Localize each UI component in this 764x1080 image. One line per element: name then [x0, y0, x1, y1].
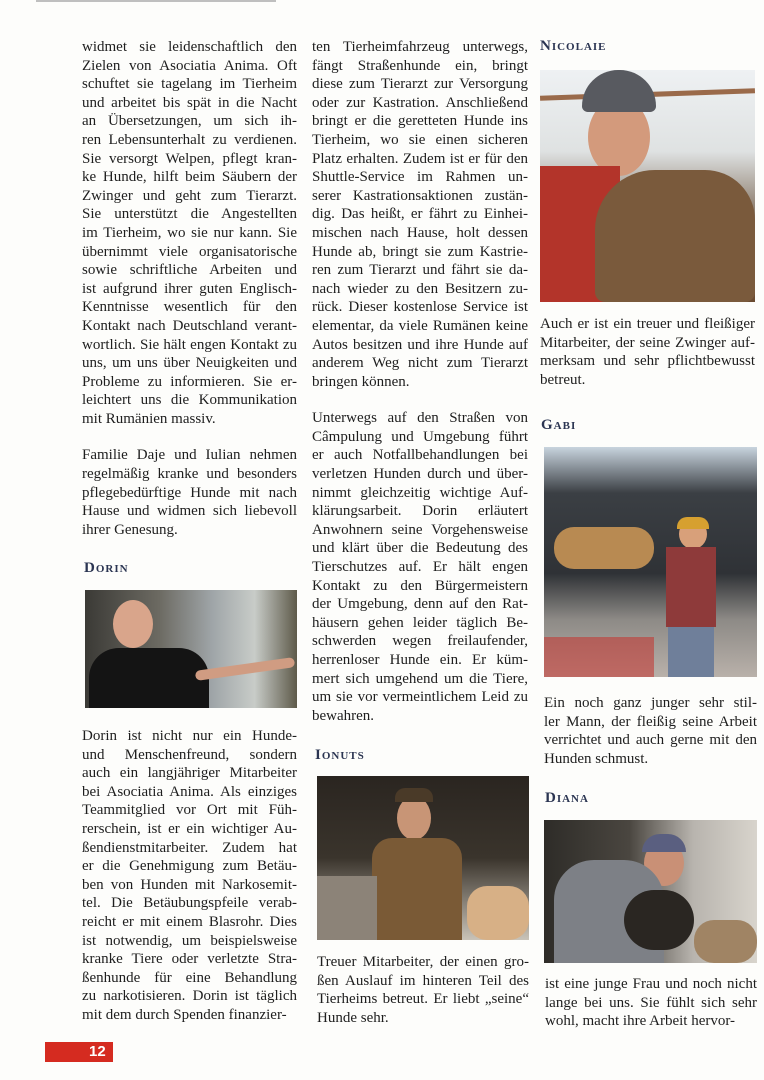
text-line: Hunde sehr. — [317, 1009, 389, 1026]
text-line: Shuttle-Service im Rahmen un- — [312, 169, 528, 186]
text-line: rerschein, ist er ein wichtiger Au- — [82, 820, 297, 837]
text-line: Kontakt zu den Bürgermeistern — [312, 577, 528, 594]
heading-dorin: Dorin — [84, 560, 129, 576]
text-line: Sie versorgt Welpen, pflegt kran- — [82, 150, 297, 167]
text-line: er auch Notfallbehandlungen bei — [312, 447, 528, 464]
text-line: wortlich. Sie hält engen Kontakt zu — [82, 336, 297, 353]
text-line: betreut. — [540, 371, 586, 388]
text-line: schuftet sie tagelang im Tierheim — [82, 76, 297, 93]
text-line: Dorin ist nicht nur ein Hunde- — [82, 728, 297, 744]
text-line: Tierschutzes auf. Er hält engen — [312, 559, 528, 576]
paragraph — [82, 727, 297, 1025]
text-line: dig. Das heißt, er fährt zu Einhei- — [312, 206, 528, 223]
text-line: lange bei uns. Sie fühlt sich sehr — [545, 994, 757, 1011]
text-line: Unterwegs auf den Straßen von — [312, 410, 528, 427]
text-line: reicht er mit einem Blasrohr. Dies — [82, 913, 297, 930]
heading-ionuts: Ionuts — [315, 747, 365, 763]
text-line: ren zum Tierarzt und fährt sie da- — [312, 262, 528, 279]
text-line: Hunde ab, bringt sie zum Kastrie- — [312, 243, 528, 260]
text-line: ßen Auslauf im hinteren Teil des — [317, 972, 529, 989]
text-line: verrichtet und auch gerne mit den — [544, 732, 757, 749]
text-line: ren Lebensunterhalt zu verdienen. — [82, 131, 297, 148]
text-line: pflegebedürftige Hunde mit nach — [82, 484, 297, 501]
text-line: und arbeitet bis spät in die Nacht — [82, 94, 297, 111]
text-line: Kontakt nach Deutschland verant- — [82, 317, 297, 334]
paragraph — [544, 694, 757, 768]
text-line: ist notwendig, um beispielsweise — [82, 932, 297, 949]
text-line: uns, um uns über Neuigkeiten und — [82, 355, 297, 372]
dorin-text — [82, 727, 297, 1043]
heading-gabi: Gabi — [541, 417, 577, 433]
text-line: anderem Weg nicht zum Tierarzt — [312, 355, 528, 372]
text-line: oder zur Kastration. Anschließend — [312, 94, 528, 111]
text-line: bei Asociatia Anima. Als einziges — [82, 783, 297, 800]
paragraph — [317, 953, 529, 1027]
text-line: Hunden schmust. — [544, 750, 649, 767]
text-line: Autos besitzen und ihre Hunde auf — [312, 336, 528, 353]
column2-text — [312, 38, 528, 743]
paragraph — [312, 409, 528, 725]
text-line: ben von Hunden mit Narkosemit- — [82, 876, 297, 893]
text-line: Platz erhalten. Zudem ist er für den — [312, 150, 528, 167]
text-line: rück. Dieser kostenlose Service ist — [312, 299, 528, 316]
paragraph — [540, 315, 755, 389]
paragraph — [312, 38, 528, 391]
text-line: mert sich umgehend um die Tiere, — [312, 670, 528, 687]
text-line: im Tierheim, wo sie nur kann. Sie — [82, 224, 297, 241]
text-line: elementar, da viele Rumänen keine — [312, 317, 528, 334]
text-line: Probleme zu informieren. Sie er- — [82, 373, 297, 390]
text-line: mischen nach Hause, holt dessen — [312, 224, 528, 241]
photo-nicolaie — [540, 70, 755, 302]
text-line: bringt er die geretteten Hunde ins — [312, 113, 528, 130]
nicolaie-text — [540, 315, 755, 407]
photo-dorin — [85, 590, 297, 708]
text-line: mit dem durch Spenden finanzier- — [82, 1006, 287, 1023]
text-line: Anwohnern seine Vorgehensweise — [312, 521, 528, 538]
text-line: Hause und widmen sich liebevoll — [82, 503, 297, 520]
text-line: auch ein langjähriger Mitarbeiter — [82, 765, 297, 782]
page-number: 12 — [45, 1042, 113, 1062]
text-line: widmet sie leidenschaftlich den — [82, 39, 297, 55]
text-line: bringen können. — [312, 373, 410, 390]
photo-gabi — [544, 447, 757, 677]
text-line: ßendienstmitarbeiter. Zudem hat — [82, 839, 297, 856]
text-line: Treuer Mitarbeiter, der einen gro- — [317, 954, 529, 970]
text-line: der Umgebung, denn auf den Rat- — [312, 596, 528, 613]
text-line: kranke Tiere oder verletzte Stra- — [82, 951, 297, 968]
text-line: häusern gehen leider täglich Be- — [312, 614, 528, 631]
text-line: ten Tierheimfahrzeug unterwegs, — [312, 39, 528, 55]
column1-text — [82, 38, 297, 557]
text-line: Câmpulung und Umgebung führt — [312, 428, 528, 445]
text-line: nach wieder zu den Besitzern zu- — [312, 280, 528, 297]
text-line: um sie vor vermeintlichem Leid zu — [312, 689, 528, 706]
text-line: schwerden wegen freilaufender, — [312, 633, 528, 650]
text-line: ihrer Genesung. — [82, 521, 178, 538]
text-line: merksam und sehr pflichtbewusst — [540, 353, 755, 370]
text-line: und Menschenfreund, sondern — [82, 746, 297, 763]
text-line: klärungsarbeit. Dorin erläutert — [312, 503, 528, 520]
diana-text — [545, 975, 757, 1049]
text-line: Tierheims betreut. Er liebt „seine“ — [317, 991, 529, 1008]
text-line: Auch er ist ein treuer und fleißiger — [540, 316, 755, 332]
text-line: herrenloser Hunde ein. Er küm- — [312, 652, 528, 668]
text-line: sowie schriftliche Arbeiten und — [82, 262, 297, 279]
top-rule — [36, 0, 276, 2]
text-line: serer Kastrationsaktionen zustän- — [312, 187, 528, 204]
text-line: verletzen Hunden durch und über- — [312, 466, 528, 483]
text-line: er die Genehmigung zum Betäu- — [82, 858, 297, 875]
gabi-text — [544, 694, 757, 786]
text-line: ke Hunde, hilft beim Säubern der — [82, 169, 297, 186]
text-line: diese zum Tierarzt zur Versorgung — [312, 76, 528, 93]
paragraph — [545, 975, 757, 1031]
text-line: und klärt über die Bedeutung des — [312, 540, 528, 557]
text-line: fängt Straßenhunde ein, bringt — [312, 57, 528, 74]
text-line: Zielen von Asociatia Anima. Oft — [82, 57, 297, 74]
text-line: übernimmt viele organisatorische — [82, 243, 297, 260]
text-line: Ein noch ganz junger sehr stil- — [544, 695, 757, 711]
text-line: Zwinger und geht zum Tierarzt. — [82, 187, 297, 204]
text-line: ler Mann, der fleißig seine Arbeit — [544, 713, 757, 730]
text-line: ßenhunde für eine Behandlung — [82, 969, 297, 986]
text-line: Sie unterstützt die Angestellten — [82, 206, 297, 223]
paragraph — [82, 446, 297, 539]
text-line: zu narkotisieren. Dorin ist täglich — [82, 988, 297, 1005]
text-line: Teammitglied vor Ort mit Füh- — [82, 802, 297, 819]
text-line: tel. Die Betäubungspfeile verab- — [82, 895, 297, 912]
text-line: nimmt gleichzeitig wichtige Auf- — [312, 484, 528, 501]
text-line: leichtert uns die Kommunikation — [82, 392, 297, 409]
text-line: ist aufgrund ihrer guten Englisch- — [82, 280, 297, 297]
text-line: Tierheim, wo sie einen sicheren — [312, 131, 528, 148]
text-line: Kenntnisse wesentlich für den — [82, 299, 297, 316]
text-line: bewahren. — [312, 707, 375, 724]
text-line: wohl, macht ihre Arbeit hervor- — [545, 1013, 736, 1030]
ionuts-caption — [317, 953, 529, 1045]
text-line: ist eine junge Frau und noch nicht — [545, 976, 757, 992]
text-line: Familie Daje und Iulian nehmen — [82, 447, 297, 464]
heading-diana: Diana — [545, 790, 589, 806]
heading-nicolaie: Nicolaie — [540, 38, 607, 54]
photo-diana — [544, 820, 757, 963]
photo-ionuts — [317, 776, 529, 940]
text-line: regelmäßig kranke und besonders — [82, 466, 297, 483]
text-line: mit Rumänien massiv. — [82, 410, 216, 427]
paragraph — [82, 38, 297, 428]
text-line: an Übersetzungen, um sich ih- — [82, 113, 297, 130]
text-line: Mitarbeiter, der seine Zwinger auf- — [540, 334, 755, 351]
